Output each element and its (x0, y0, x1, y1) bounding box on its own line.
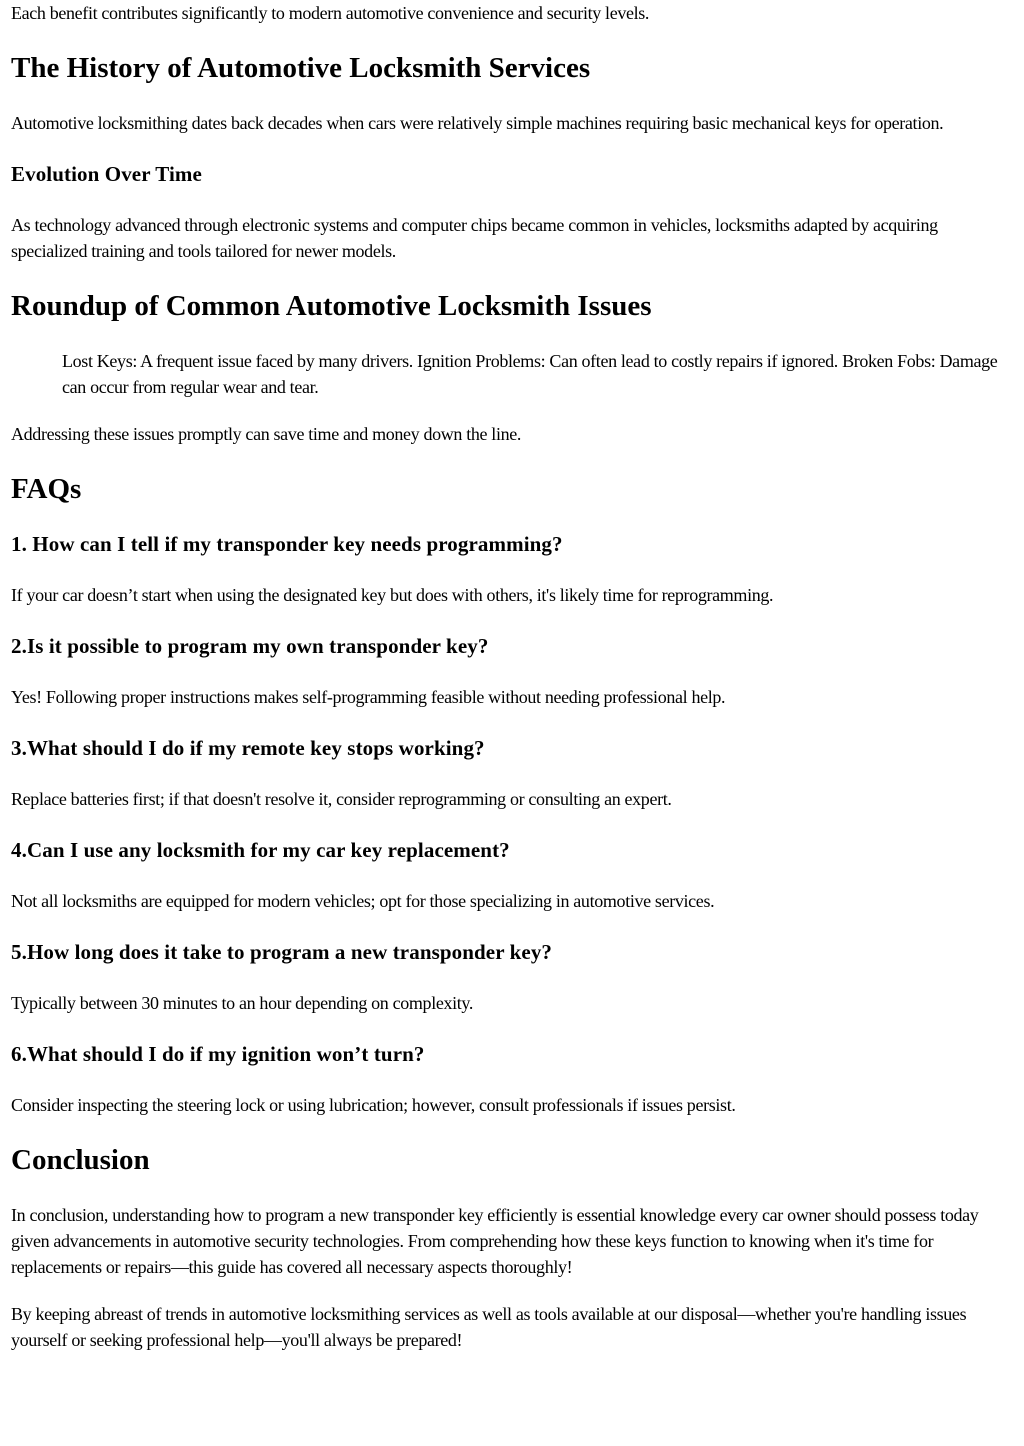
evolution-paragraph: As technology advanced through electronic systems and computer chips became common in vehicles, locksmiths adapted by acquiring specialized training and tools tailored for newer models. (11, 215, 938, 261)
document-page (11, 0, 1016, 1353)
intro-tail-paragraph: Each benefit contributes significantly to modern automotive convenience and security levels. (11, 3, 650, 23)
roundup-heading: Roundup of Common Automotive Locksmith Issues (11, 290, 652, 322)
history-paragraph: Automotive locksmithing dates back decades when cars were relatively simple machines requiring basic mechanical keys for operation. (11, 113, 944, 133)
faq-answer-3: Replace batteries first; if that doesn't resolve it, consider reprogramming or consulting an expert. (11, 789, 672, 809)
issues-list: Lost Keys: A frequent issue faced by many drivers. Ignition Problems: Can often lead to costly repairs if ignored. Broken Fobs: Damage can occur from regular wear and tear. (62, 351, 998, 397)
faq-question-2: 2.Is it possible to program my own transponder key? (11, 634, 489, 658)
faq-question-3: 3.What should I do if my remote key stops working? (11, 736, 485, 760)
conclusion-paragraph-1: In conclusion, understanding how to program a new transponder key efficiently is essential knowledge every car owner should possess today given advancements in automotive security technologies. From comprehending how these keys function to knowing when it's time for replacements or repairs—this guide has covered all necessary aspects thoroughly! (11, 1205, 979, 1277)
faq-answer-1: If your car doesn’t start when using the designated key but does with others, it's likely time for reprogramming. (11, 585, 774, 605)
faq-question-1: 1. How can I tell if my transponder key needs programming? (11, 532, 563, 556)
conclusion-paragraph-2: By keeping abreast of trends in automotive locksmithing services as well as tools available at our disposal—whether you're handling issues yourself or seeking professional help—you'll always be prepared! (11, 1304, 967, 1350)
faq-answer-4: Not all locksmiths are equipped for modern vehicles; opt for those specializing in automotive services. (11, 891, 715, 911)
conclusion-heading: Conclusion (11, 1144, 150, 1176)
faq-question-6: 6.What should I do if my ignition won’t turn? (11, 1042, 425, 1066)
faq-question-4: 4.Can I use any locksmith for my car key replacement? (11, 838, 510, 862)
faqs-heading: FAQs (11, 473, 82, 505)
evolution-heading: Evolution Over Time (11, 162, 202, 186)
faq-question-5: 5.How long does it take to program a new transponder key? (11, 940, 553, 964)
faq-answer-2: Yes! Following proper instructions makes self-programming feasible without needing professional help. (11, 687, 726, 707)
history-heading: The History of Automotive Locksmith Services (11, 52, 591, 84)
roundup-closing-paragraph: Addressing these issues promptly can save time and money down the line. (11, 424, 522, 444)
faq-answer-6: Consider inspecting the steering lock or using lubrication; however, consult professionals if issues persist. (11, 1095, 736, 1115)
faq-answer-5: Typically between 30 minutes to an hour depending on complexity. (11, 993, 474, 1013)
